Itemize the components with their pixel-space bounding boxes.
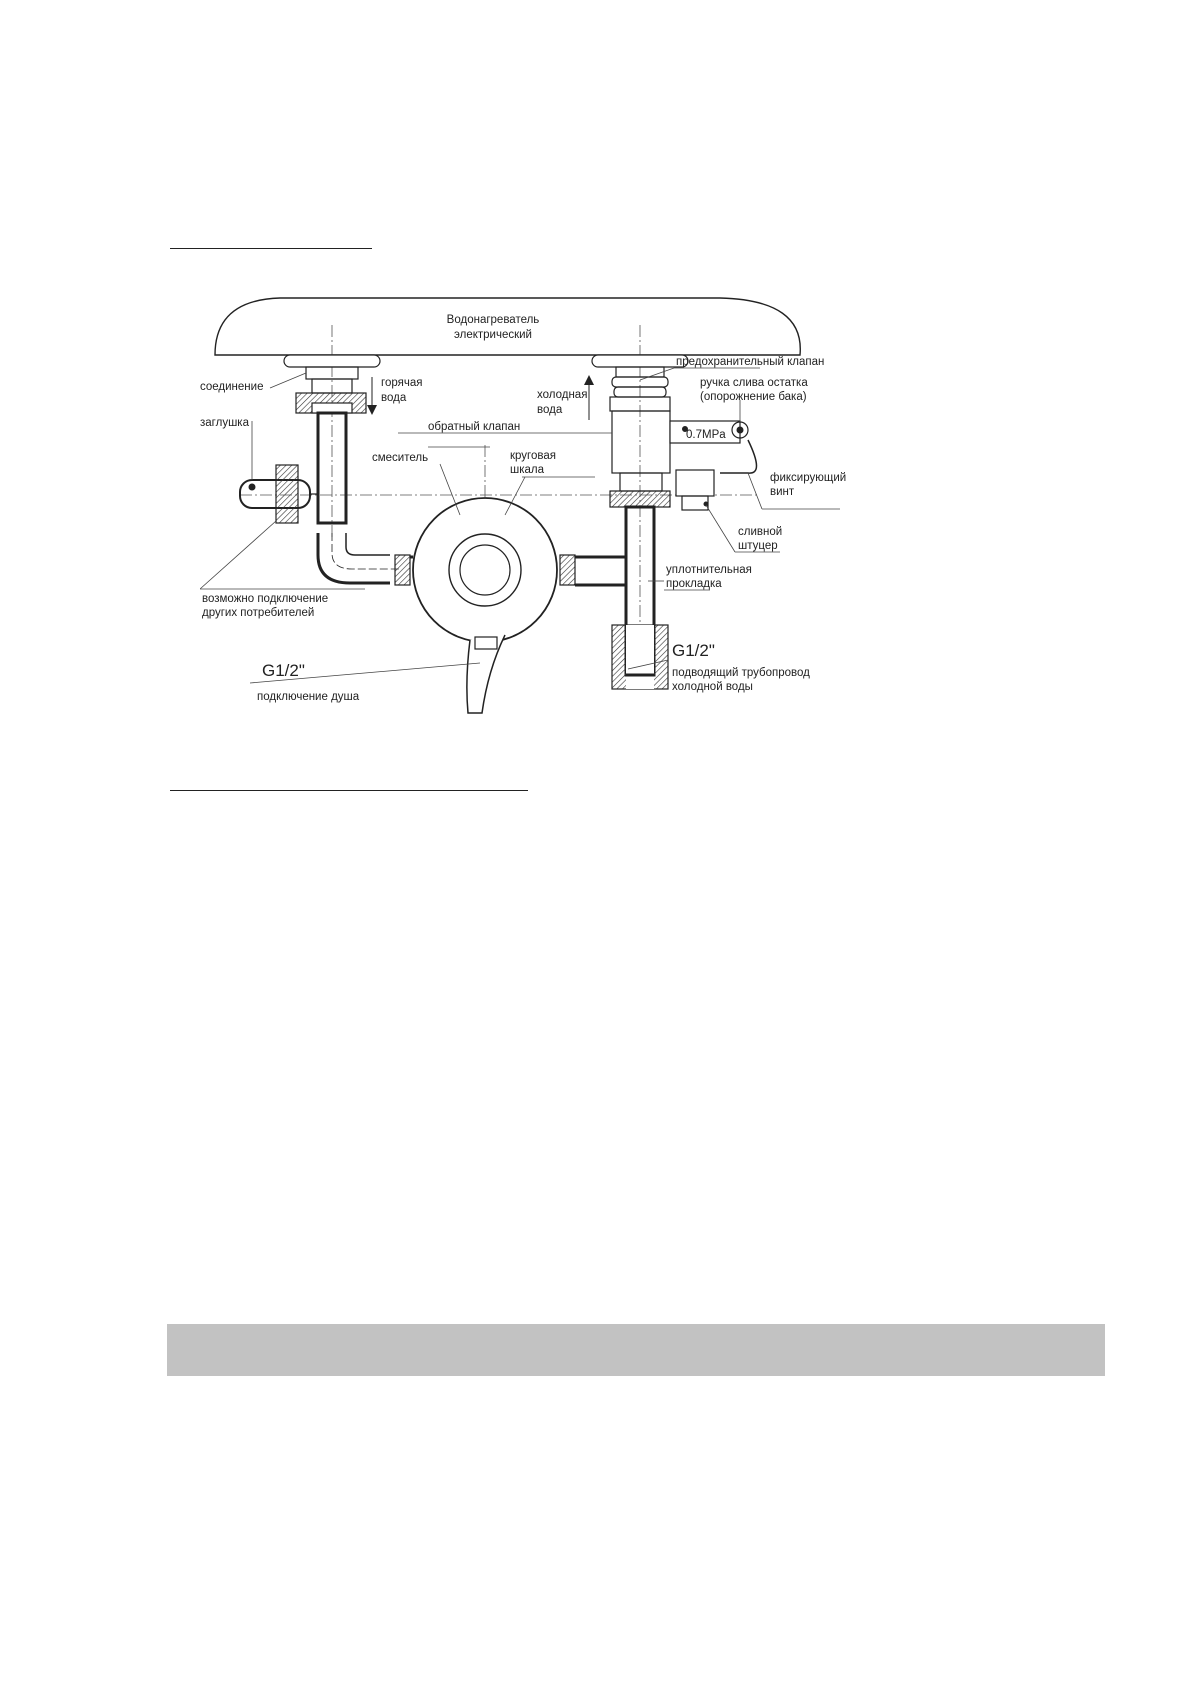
section-rule-top <box>170 248 372 249</box>
hot-water-fittings <box>284 355 380 413</box>
label-dial-2: шкала <box>510 464 545 476</box>
label-shower: подключение душа <box>257 691 360 703</box>
label-drain-handle-1: ручка слива остатка <box>700 377 808 389</box>
mixer-valve <box>395 498 575 713</box>
label-thread-right: G1/2" <box>672 641 715 660</box>
label-consumers-2: других потребителей <box>202 607 315 619</box>
label-fixing-screw-1: фиксирующий <box>770 472 847 484</box>
section-rule-middle <box>170 790 528 791</box>
label-thread-left: G1/2" <box>262 661 305 680</box>
label-gasket-2: прокладка <box>666 578 722 590</box>
label-supply-1: подводящий трубопровод <box>672 667 810 679</box>
label-hot-water-2: вода <box>381 392 407 404</box>
label-connection: соединение <box>200 381 264 393</box>
label-consumers-1: возможно подключение <box>202 593 329 605</box>
label-gasket-1: уплотнительная <box>666 564 752 576</box>
label-drain-handle-2: (опорожнение бака) <box>700 391 807 403</box>
label-dial-1: круговая <box>510 450 556 462</box>
section-header-band <box>167 1324 1105 1376</box>
label-cold-water-1: холодная <box>537 389 588 401</box>
label-safety-valve: предохранительный клапан <box>676 356 825 368</box>
label-check-valve: обратный клапан <box>428 421 521 433</box>
hot-water-pipe <box>318 413 400 583</box>
label-supply-2: холодной воды <box>672 681 753 693</box>
label-heater-1: Водонагреватель <box>446 314 540 326</box>
label-cold-water-2: вода <box>537 404 563 416</box>
label-mixer: смеситель <box>372 452 429 464</box>
label-hot-water-1: горячая <box>381 377 423 389</box>
label-heater-2: электрический <box>454 329 532 341</box>
water-heater-tank <box>215 298 800 355</box>
water-heater-connection-diagram <box>200 285 860 725</box>
label-plug: заглушка <box>200 417 249 429</box>
label-drain-fitting-1: сливной <box>738 526 783 538</box>
hot-water-down-arrow-icon <box>367 377 377 415</box>
label-pressure: 0.7MPa <box>686 429 726 441</box>
label-fixing-screw-2: винт <box>770 486 795 498</box>
label-drain-fitting-2: штуцер <box>738 540 778 552</box>
